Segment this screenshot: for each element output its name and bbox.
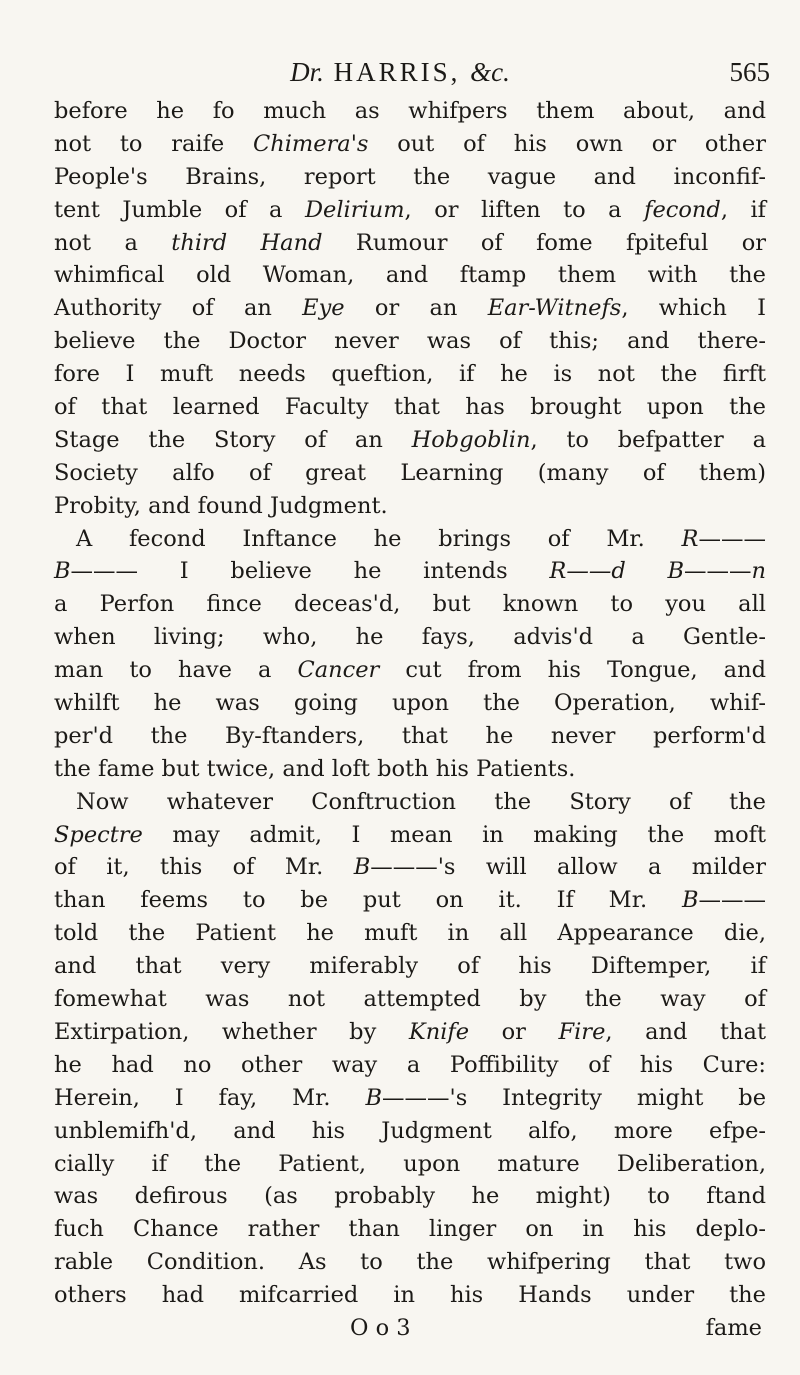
text-run: out of his own or other	[368, 130, 766, 157]
text-run: cially if the Patient, upon mature Deliberation,	[54, 1150, 766, 1177]
text-run: whimfical old Woman, and ftamp them with the	[54, 262, 766, 289]
italic-text: n	[751, 558, 766, 585]
text-run: ———	[698, 887, 766, 914]
text-run: or an	[344, 295, 488, 322]
text-line	[54, 786, 766, 819]
text-run: ———	[684, 558, 752, 585]
text-run: not to raife	[54, 130, 253, 157]
italic-text: Knife	[408, 1018, 470, 1045]
italic-text: Hobgoblin	[411, 426, 531, 453]
italic-text: Fire	[558, 1018, 606, 1045]
text-line	[54, 1213, 766, 1246]
text-line	[54, 194, 766, 227]
text-run: Probity, and found Judgment.	[54, 492, 388, 519]
text-run: People's Brains, report the vague and inconfif-	[54, 163, 766, 190]
text-line	[54, 424, 766, 457]
text-line	[54, 851, 766, 884]
text-line	[54, 490, 766, 523]
text-line	[54, 391, 766, 424]
text-run: of that learned Faculty that has brought upon the	[54, 394, 766, 421]
text-line	[54, 259, 766, 292]
text-line	[54, 1016, 766, 1049]
text-line	[54, 1180, 766, 1213]
text-run: Extirpation, whether by	[54, 1018, 409, 1045]
text-run: , and that	[605, 1018, 767, 1045]
italic-text: Delirium	[305, 196, 405, 223]
italic-text: Cancer	[297, 657, 380, 684]
text-run: was defirous (as probably he might) to ftand	[54, 1183, 766, 1210]
italic-text: B	[54, 558, 71, 585]
text-run: of it, this of Mr.	[54, 854, 354, 881]
text-run: , to befpatter a	[530, 426, 766, 453]
text-run: tent Jumble of a	[54, 196, 305, 223]
text-line	[54, 1115, 766, 1148]
italic-text: Chimera's	[252, 130, 369, 157]
text-line	[54, 654, 766, 687]
text-run: not a	[54, 229, 172, 256]
text-run: ——— I believe he intends	[70, 558, 550, 585]
text-line	[54, 1246, 766, 1279]
footer-line	[54, 1312, 766, 1345]
text-line	[54, 687, 766, 720]
catchword: fame	[705, 1314, 762, 1341]
text-run: Authority of an	[54, 295, 303, 322]
page-number: 565	[729, 57, 770, 87]
running-title	[0, 52, 800, 92]
signature-mark: O o 3	[350, 1314, 411, 1341]
text-run: fuch Chance rather than linger on in his deplo-	[54, 1216, 766, 1243]
text-line	[54, 1148, 766, 1181]
italic-text: third Hand	[171, 229, 323, 256]
italic-text: B	[365, 1084, 383, 1111]
text-run: before he fo much as whifpers them about, and	[54, 98, 766, 124]
text-run: may admit, I mean in making the moft	[142, 821, 766, 848]
running-title-suffix: &c.	[470, 57, 510, 87]
text-run: believe the Doctor never was of this; and there-	[54, 328, 766, 355]
text-run: fomewhat was not attempted by the way of	[54, 986, 766, 1013]
italic-text: Eye	[302, 295, 345, 322]
text-line	[54, 917, 766, 950]
text-line	[54, 720, 766, 753]
text-line	[54, 1082, 766, 1115]
text-run: Society alfo of great Learning (many of them)	[54, 459, 766, 486]
text-run: a Perfon fince deceas'd, but known to you all	[54, 591, 766, 618]
text-run: or	[469, 1018, 559, 1045]
italic-text: Spectre	[54, 821, 143, 848]
running-title-prefix: Dr.	[290, 57, 324, 87]
text-run: cut from his Tongue, and	[379, 657, 766, 684]
text-line	[54, 753, 766, 786]
text-run: , or liften to a	[404, 196, 645, 223]
text-run: others had mifcarried in his Hands under the	[54, 1282, 766, 1309]
text-run: ———'s Integrity might be	[382, 1084, 767, 1111]
italic-text: B	[681, 887, 699, 914]
text-line	[54, 588, 766, 621]
text-run: than feems to be put on it. If Mr.	[54, 887, 682, 914]
text-run: fore I muft needs queftion, if he is not the firft	[54, 361, 766, 388]
italic-text: R——d B	[549, 558, 684, 585]
text-run: he had no other way a Poffibility of his Cure:	[54, 1051, 766, 1078]
text-line	[54, 457, 766, 490]
text-line	[54, 950, 766, 983]
text-run: ———	[698, 525, 766, 552]
text-line	[54, 128, 766, 161]
text-run: when living; who, he fays, advis'd a Gentle-	[54, 624, 766, 651]
text-run: , which I	[621, 295, 766, 322]
text-line	[54, 523, 766, 556]
text-line	[54, 95, 766, 128]
text-line	[54, 884, 766, 917]
text-line	[54, 1049, 766, 1082]
text-run: Now whatever Conftruction the Story of the	[76, 788, 766, 815]
text-run: whilft he was going upon the Operation, whif-	[54, 690, 766, 717]
text-line	[54, 358, 766, 391]
italic-text: B	[353, 854, 371, 881]
text-run: unblemifh'd, and his Judgment alfo, more efpe-	[54, 1117, 766, 1144]
text-run: told the Patient he muft in all Appearance die,	[54, 920, 766, 947]
text-run: Herein, I fay, Mr.	[54, 1084, 366, 1111]
text-run: , if	[720, 196, 766, 223]
text-run: ———'s will allow a milder	[370, 854, 766, 881]
text-run: per'd the By-ftanders, that he never perform'd	[54, 722, 766, 749]
text-run: Stage the Story of an	[54, 426, 412, 453]
text-line	[54, 621, 766, 654]
body-text	[54, 95, 766, 1345]
italic-text: Ear-Witnefs	[487, 295, 622, 322]
text-line	[54, 325, 766, 358]
text-run: A fecond Inftance he brings of Mr.	[76, 525, 682, 552]
text-run: man to have a	[54, 657, 298, 684]
italic-text: fecond	[644, 196, 721, 223]
text-run: and that very miferably of his Diftemper, if	[54, 953, 766, 980]
text-line	[54, 819, 766, 852]
text-line	[54, 161, 766, 194]
text-line	[54, 555, 766, 588]
italic-text: R	[681, 525, 699, 552]
text-line	[54, 1279, 766, 1312]
text-run: the fame but twice, and loft both his Patients.	[54, 755, 576, 782]
text-run: rable Condition. As to the whifpering that two	[54, 1249, 766, 1276]
running-title-main: HARRIS,	[323, 57, 471, 87]
text-line	[54, 983, 766, 1016]
text-run: Rumour of fome fpiteful or	[322, 229, 766, 256]
text-line	[54, 292, 766, 325]
text-line	[54, 227, 766, 260]
running-head	[0, 52, 800, 92]
